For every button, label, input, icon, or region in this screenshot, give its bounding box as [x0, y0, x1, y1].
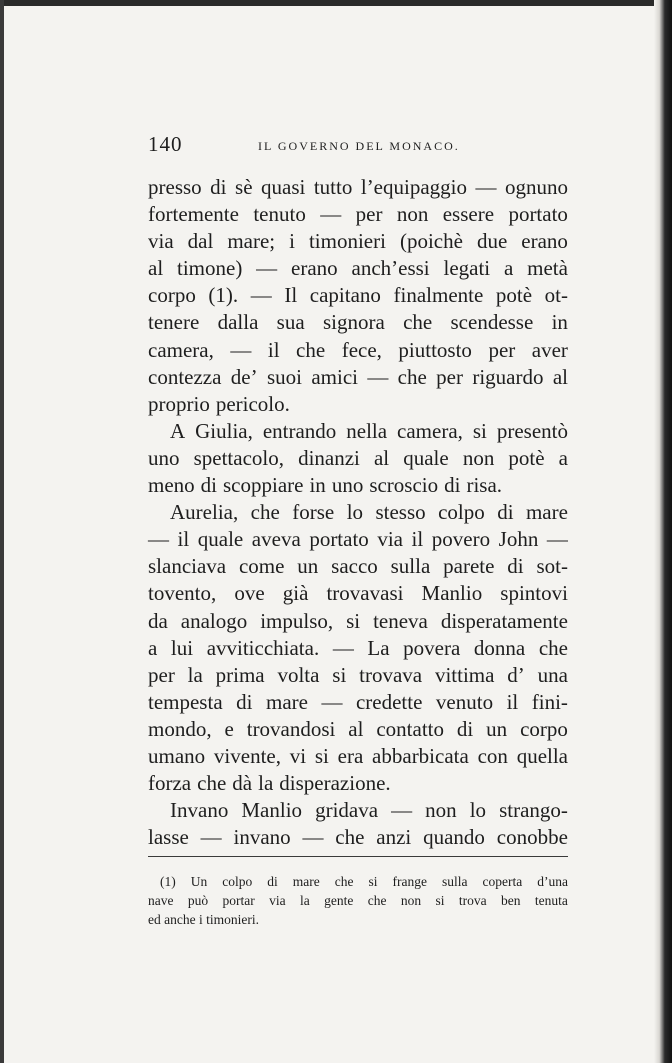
text-line: tovento, ove già trovavasi Manlio spintovi: [148, 581, 568, 606]
text-line: slanciava come un sacco sulla parete di sot-: [148, 554, 568, 579]
text-line: uno spettacolo, dinanzi al quale non potè a: [148, 445, 568, 470]
text-line: per la prima volta si trovava vittima d’ una: [148, 662, 568, 687]
text-line: tenere dalla sua signora che scendesse in: [148, 310, 568, 335]
text-line: da analogo impulso, si teneva disperatamente: [148, 608, 568, 633]
text-line: al timone) — erano anch’essi legati a metà: [148, 256, 568, 281]
text-line: presso di sè quasi tutto l’equipaggio — ognuno: [148, 175, 568, 199]
footnote-line: ed anche i timonieri.: [148, 912, 259, 927]
scan-edge-top: [0, 0, 672, 6]
page-header: [148, 132, 494, 158]
text-line: — il quale aveva portato via il povero John —: [148, 527, 568, 552]
scan-edge-left: [0, 0, 4, 1063]
footnote-line: nave può portar via la gente che non si trova ben tenuta: [148, 893, 568, 908]
text-line: forza che dà la disperazione.: [148, 771, 391, 796]
text-line: tempesta di mare — credette venuto il fini-: [148, 689, 568, 714]
footnote-rule: [148, 856, 568, 857]
text-line: lasse — invano — che anzi quando conobbe: [148, 825, 568, 850]
text-line: corpo (1). — Il capitano finalmente potè ot-: [148, 283, 568, 308]
footnote: [148, 872, 568, 929]
text-line: proprio pericolo.: [148, 391, 290, 416]
running-head: IL GOVERNO DEL MONACO.: [258, 139, 460, 153]
text-line: mondo, e trovandosi al contatto di un corpo: [148, 716, 568, 741]
text-line: a lui avviticchiata. — La povera donna che: [148, 635, 568, 660]
text-line: contezza de’ suoi amici — che per riguardo al: [148, 364, 568, 389]
text-line: Aurelia, che forse lo stesso colpo di mare: [170, 500, 568, 525]
scan-edge-right: [654, 0, 672, 1063]
body-text: [148, 174, 568, 851]
text-line: meno di scoppiare in uno scroscio di risa.: [148, 473, 503, 498]
text-line: Invano Manlio gridava — non lo strango-: [170, 798, 568, 823]
text-line: camera, — il che fece, piuttosto per aver: [148, 337, 568, 362]
text-line: fortemente tenuto — per non essere portato: [148, 202, 568, 227]
text-line: A Giulia, entrando nella camera, si presentò: [170, 418, 568, 443]
text-line: via dal mare; i timonieri (poichè due erano: [148, 229, 568, 254]
page-number: 140: [148, 132, 183, 156]
text-line: umano vivente, vi si era abbarbicata con quella: [148, 743, 568, 768]
footnote-line: (1) Un colpo di mare che si frange sulla coperta d’una: [160, 874, 568, 889]
